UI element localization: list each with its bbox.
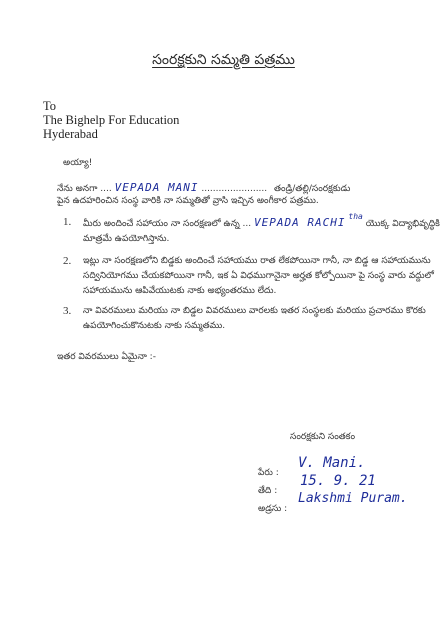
recipient-address bbox=[43, 99, 179, 141]
item-line: మాత్రమే ఉపయోగిస్తాను. bbox=[83, 234, 170, 244]
address-org: The Bighelp For Education bbox=[43, 113, 180, 127]
signature-date-label: తేది : bbox=[258, 486, 278, 496]
intro-prefix: నేను అనగా .... bbox=[57, 184, 112, 194]
item-prefix: మీరు అందించే సహాయం నా సంరక్షణలో ఉన్న ... bbox=[83, 219, 252, 229]
list-item bbox=[63, 304, 426, 334]
list-item bbox=[63, 254, 434, 299]
signature-address-handwritten: Lakshmi Puram. bbox=[298, 491, 408, 506]
item-line: ఇట్లు నా సంరక్షణలోని బిడ్డకు అందించే సహాయము రాత లేకపోయినా గానీ, నా బిడ్డ ఆ సహాయమును bbox=[83, 256, 431, 266]
signature-name-label: పేరు : bbox=[258, 468, 279, 478]
intro-suffix: తండ్రి/తల్లి/సంరక్షకుడు bbox=[274, 184, 351, 194]
page-title: సంరక్షకుని సమ్మతి పత్రము bbox=[152, 52, 295, 68]
list-item bbox=[63, 212, 440, 247]
intro-dots: ....................... bbox=[201, 184, 268, 194]
intro-line-2: పైన ఉదహరించిన సంస్థ వారికి నా సమ్మతితో వ్రాసి ఇచ్చిన అంగీకార పత్రము. bbox=[57, 196, 319, 206]
signature-name-handwritten: V. Mani. bbox=[298, 455, 366, 471]
item-suffix: యొక్క విద్యాభివృద్ధికి bbox=[365, 219, 440, 229]
guardian-name-handwritten: VEPADA MANI bbox=[114, 181, 199, 194]
item-line: నా వివరములు మరియు నా బిడ్డల వివరములు వారలకు ఇతర సంస్థలకు మరియు ప్రచారము కొరకు bbox=[83, 306, 426, 316]
item-line: ఉపయోగించుకొనుటకు నాకు సమ్మతము. bbox=[83, 321, 226, 331]
intro-line-1 bbox=[57, 181, 350, 196]
signature-name-row bbox=[258, 455, 366, 478]
signature-block bbox=[258, 455, 408, 514]
name-correction-handwritten: tha bbox=[348, 212, 363, 221]
item-line: సహాయమును ఆపివేయుటకు నాకు అభ్యంతరము లేదు. bbox=[83, 286, 277, 296]
item-number: 2. bbox=[63, 255, 72, 267]
signature-date-handwritten: 15. 9. 21 bbox=[300, 473, 376, 489]
signature-heading: సంరక్షకుని సంతకం bbox=[290, 432, 356, 442]
student-name-handwritten: VEPADA RACHI bbox=[254, 216, 346, 229]
item-number: 3. bbox=[63, 305, 72, 317]
signature-address-label: అడ్రసు : bbox=[258, 504, 288, 514]
salutation: అయ్యా! bbox=[63, 158, 93, 168]
other-details-label: ఇతర వివరములు ఏమైనా :- bbox=[57, 352, 156, 362]
item-line bbox=[83, 212, 440, 232]
item-number: 1. bbox=[63, 216, 72, 228]
address-city: Hyderabad bbox=[43, 127, 98, 141]
address-to: To bbox=[43, 99, 57, 113]
item-line: సద్వినియోగము చేయకపోయినా గానీ, ఇక ఏ విధముగానైనా అర్హత కోల్పోయినా పై సంస్థ వారు వద్దులో bbox=[83, 271, 434, 281]
